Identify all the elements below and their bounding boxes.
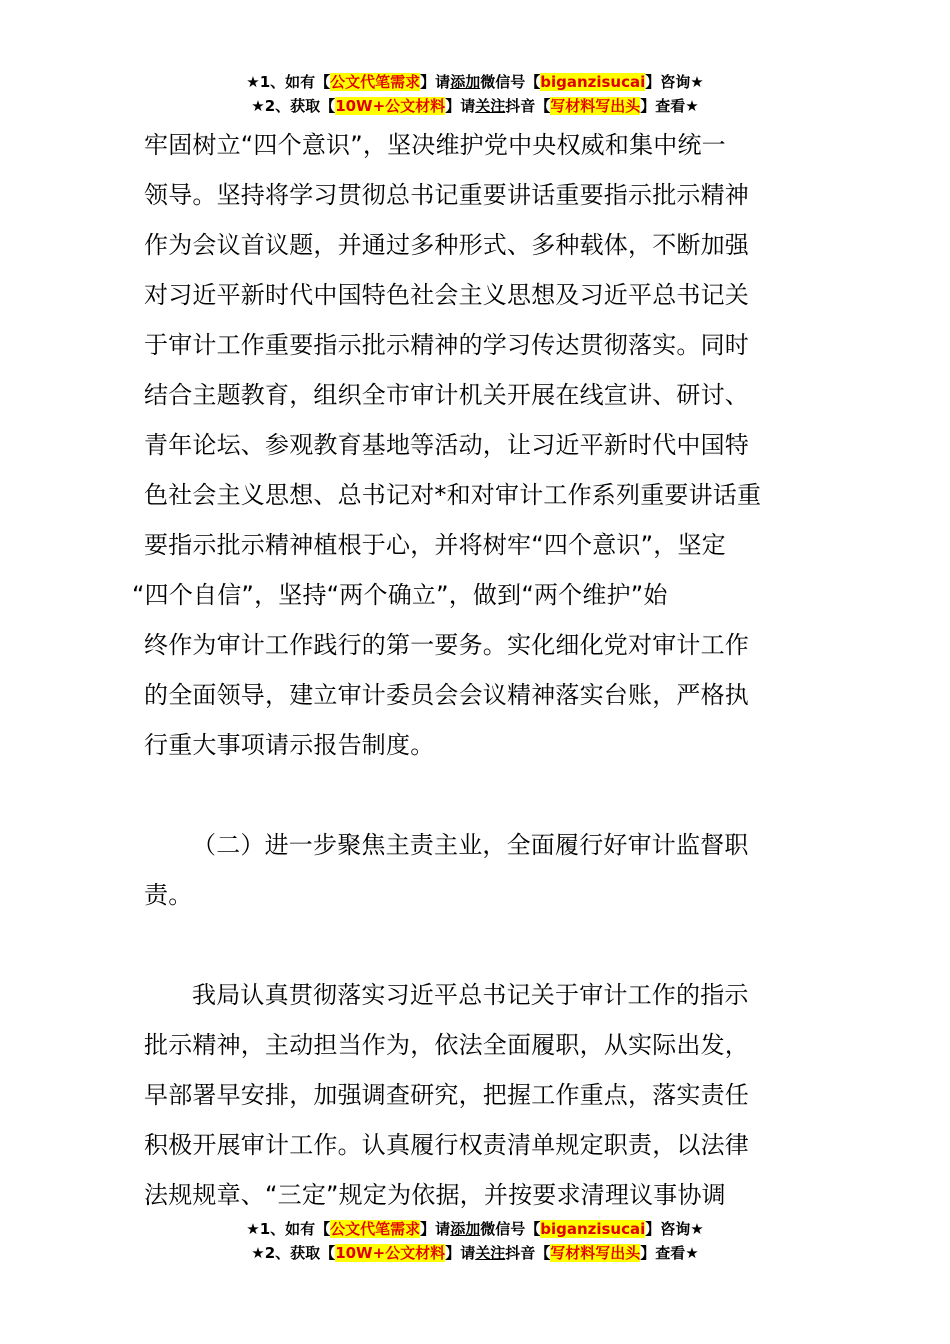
banner-text: ★2、获取【 [251,1244,336,1262]
text-line: 色社会主义思想、总书记对*和对审计工作系列重要讲话重 [144,481,762,509]
highlight-text: 10W+公文材料 [335,1244,446,1262]
banner-line-1 [0,70,950,94]
banner-text: 】请 [445,97,476,115]
heading-line: 责。 [144,881,193,909]
paragraph-spacer [144,920,809,970]
text-line: 批示精神，主动担当作为，依法全面履职，从实际出发， [144,1031,749,1059]
wechat-id: biganzisucai [540,1220,646,1238]
banner-text: 添加 [450,73,481,91]
highlight-text: 公文代笔需求 [330,73,421,91]
header-banner [0,70,950,118]
text-line: 要指示批示精神植根于心，并将树牢“四个意识”，坚定 [144,531,726,559]
banner-text: 】请 [420,73,451,91]
text-line: 牢固树立“四个意识”，坚决维护党中央权威和集中统一 [144,131,726,159]
highlight-text: 公文代笔需求 [330,1220,421,1238]
banner-text: 关注 [475,97,506,115]
banner-line-2 [0,94,950,118]
banner-text: 微信号【 [480,73,541,91]
banner-text: 关注 [475,1244,506,1262]
paragraph-2 [144,970,809,1220]
banner-text: 】请 [420,1220,451,1238]
text-line: 作为会议首议题，并通过多种形式、多种载体，不断加强 [144,231,749,259]
text-line: 法规规章、“三定”规定为依据，并按要求清理议事协调 [144,1181,726,1209]
banner-text: 抖音【 [505,1244,551,1262]
banner-line-2 [0,1241,950,1265]
paragraph-1 [132,120,809,770]
banner-text: 】请 [445,1244,476,1262]
banner-line-1 [0,1217,950,1241]
douyin-id: 写材料写出头 [550,1244,641,1262]
paragraph-spacer [144,770,809,820]
text-line: 早部署早安排，加强调查研究，把握工作重点，落实责任 [144,1081,749,1109]
banner-text: 抖音【 [505,97,551,115]
text-line: 领导。坚持将学习贯彻总书记重要讲话重要指示批示精神 [144,181,749,209]
wechat-id: biganzisucai [540,73,646,91]
text-line: 行重大事项请示报告制度。 [144,731,435,759]
banner-text: 添加 [450,1220,481,1238]
text-line: 对习近平新时代中国特色社会主义思想及习近平总书记关 [144,281,749,309]
douyin-id: 写材料写出头 [550,97,641,115]
banner-text: 】咨询★ [645,1220,704,1238]
banner-text: 】查看★ [640,1244,699,1262]
banner-text: ★2、获取【 [251,97,336,115]
text-line: 结合主题教育，组织全市审计机关开展在线宣讲、研讨、 [144,381,749,409]
section-heading [144,820,809,920]
banner-text: ★1、如有【 [246,1220,331,1238]
text-line: 我局认真贯彻落实习近平总书记关于审计工作的指示 [192,981,749,1009]
text-line: “四个自信”，坚持“两个确立”，做到“两个维护”始 [132,581,668,609]
text-line: 终作为审计工作践行的第一要务。实化细化党对审计工作 [144,631,749,659]
document-body [132,120,809,1220]
banner-text: 】咨询★ [645,73,704,91]
banner-text: 】查看★ [640,97,699,115]
banner-text: ★1、如有【 [246,73,331,91]
text-line: 积极开展审计工作。认真履行权责清单规定职责，以法律 [144,1131,749,1159]
text-line: 青年论坛、参观教育基地等活动，让习近平新时代中国特 [144,431,749,459]
text-line: 于审计工作重要指示批示精神的学习传达贯彻落实。同时 [144,331,749,359]
banner-text: 微信号【 [480,1220,541,1238]
footer-banner [0,1217,950,1265]
text-line: 的全面领导，建立审计委员会会议精神落实台账，严格执 [144,681,749,709]
heading-line: （二）进一步聚焦主责主业，全面履行好审计监督职 [192,831,749,859]
highlight-text: 10W+公文材料 [335,97,446,115]
